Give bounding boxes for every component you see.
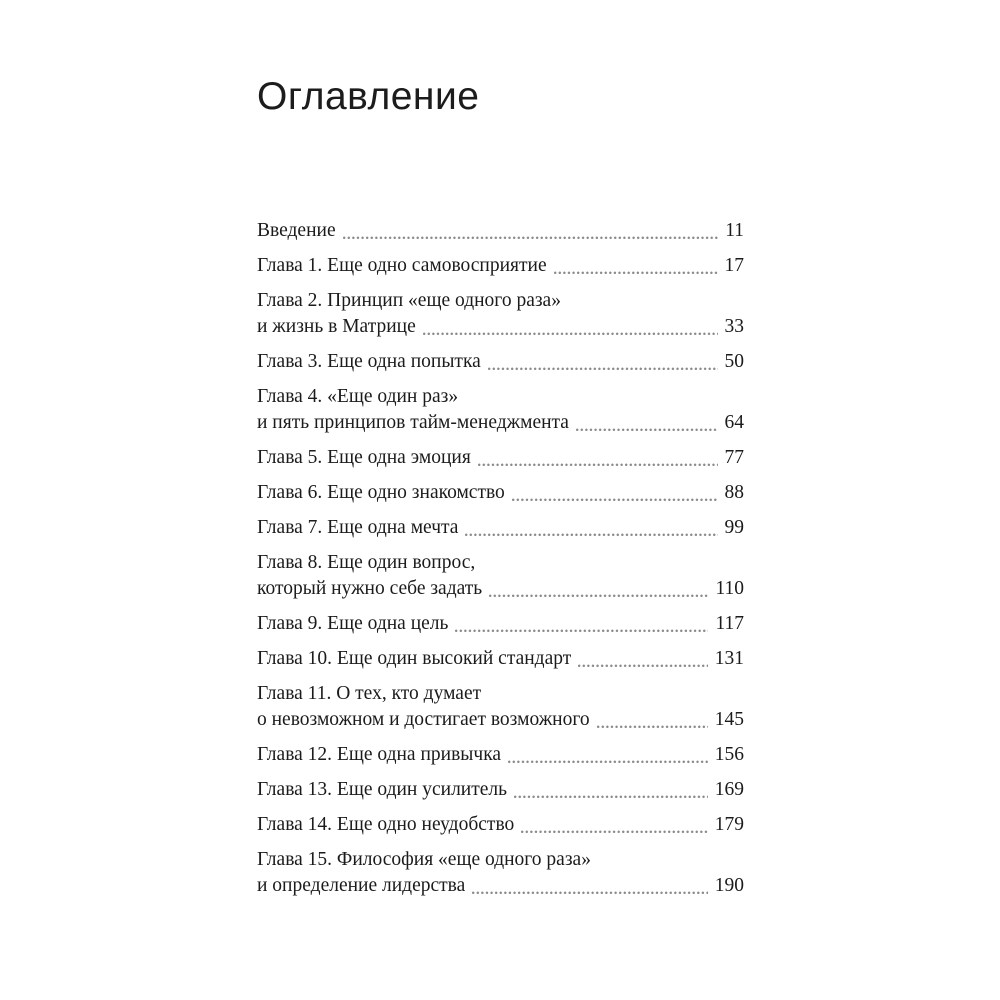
dot-leader bbox=[488, 367, 718, 371]
toc-content bbox=[257, 76, 744, 908]
toc-entry-first-line: Глава 4. «Еще один раз» bbox=[257, 385, 459, 407]
dot-leader bbox=[489, 594, 708, 598]
toc-entry-text: Глава 7. Еще одна мечта bbox=[257, 516, 459, 538]
toc-entry-text: Глава 3. Еще одна попытка bbox=[257, 350, 481, 372]
toc-entry bbox=[257, 550, 744, 602]
dot-leader bbox=[512, 498, 718, 502]
dot-leader bbox=[514, 795, 708, 799]
toc-entry-text: Глава 10. Еще один высокий стандарт bbox=[257, 647, 572, 669]
dot-leader bbox=[554, 271, 718, 275]
dot-leader bbox=[455, 629, 708, 633]
toc-entry bbox=[257, 777, 744, 803]
toc-entry-first-line: Глава 2. Принцип «еще одного раза» bbox=[257, 289, 561, 311]
page-title: Оглавление bbox=[257, 75, 480, 118]
toc-entry-page-number: 33 bbox=[724, 315, 744, 337]
toc-entry-text: Глава 6. Еще одно знакомство bbox=[257, 481, 505, 503]
dot-leader bbox=[465, 533, 717, 537]
toc-entry bbox=[257, 445, 744, 471]
toc-entry-page-number: 88 bbox=[724, 481, 744, 503]
toc-entry-text: и жизнь в Матрице bbox=[257, 315, 416, 337]
toc-entry-text: Введение bbox=[257, 219, 336, 241]
toc-entry-page-number: 179 bbox=[714, 813, 744, 835]
toc-entry-page-number: 169 bbox=[714, 778, 744, 800]
toc-entry-text: Глава 14. Еще одно неудобство bbox=[257, 813, 515, 835]
toc-entry bbox=[257, 681, 744, 733]
toc-entry bbox=[257, 384, 744, 436]
toc-entry bbox=[257, 646, 744, 672]
toc-entry-text: Глава 9. Еще одна цель bbox=[257, 612, 449, 634]
toc-entry bbox=[257, 253, 744, 279]
toc-entry bbox=[257, 742, 744, 768]
toc-entry-text: Глава 1. Еще одно самовосприятие bbox=[257, 254, 547, 276]
toc-entry bbox=[257, 515, 744, 541]
toc-entry-text: Глава 5. Еще одна эмоция bbox=[257, 446, 471, 468]
toc-entry-text: Глава 13. Еще один усилитель bbox=[257, 778, 508, 800]
toc-entry bbox=[257, 288, 744, 340]
toc-entry-page-number: 99 bbox=[724, 516, 744, 538]
toc-entry-first-line: Глава 15. Философия «еще одного раза» bbox=[257, 848, 591, 870]
toc-entry-text: Глава 12. Еще одна привычка bbox=[257, 743, 502, 765]
toc-entry-text: о невозможном и достигает возможного bbox=[257, 708, 590, 730]
toc-entry bbox=[257, 218, 744, 244]
dot-leader bbox=[578, 664, 707, 668]
dot-leader bbox=[508, 760, 708, 764]
toc-entry-page-number: 131 bbox=[714, 647, 744, 669]
toc-entry-page-number: 145 bbox=[714, 708, 744, 730]
toc-entry-page-number: 77 bbox=[724, 446, 744, 468]
toc-entry-page-number: 190 bbox=[714, 874, 744, 896]
toc-entry-page-number: 110 bbox=[715, 577, 744, 599]
toc-entry-first-line: Глава 8. Еще один вопрос, bbox=[257, 551, 476, 573]
dot-leader bbox=[597, 725, 708, 729]
dot-leader bbox=[423, 332, 718, 336]
toc-entry-text: и пять принципов тайм-менеджмента bbox=[257, 411, 569, 433]
toc-entry bbox=[257, 611, 744, 637]
toc-entry-text: и определение лидерства bbox=[257, 874, 466, 896]
toc-entry-first-line: Глава 11. О тех, кто думает bbox=[257, 682, 482, 704]
dot-leader bbox=[576, 428, 718, 432]
toc-entry-page-number: 64 bbox=[724, 411, 744, 433]
toc-entry-page-number: 17 bbox=[724, 254, 744, 276]
toc-entry-page-number: 117 bbox=[715, 612, 744, 634]
toc-entries bbox=[257, 218, 744, 899]
toc-entry bbox=[257, 847, 744, 899]
toc-entry-page-number: 156 bbox=[714, 743, 744, 765]
toc-entry bbox=[257, 812, 744, 838]
toc-entry-page-number: 50 bbox=[724, 350, 744, 372]
dot-leader bbox=[478, 463, 718, 467]
dot-leader bbox=[343, 236, 719, 240]
toc-entry bbox=[257, 480, 744, 506]
dot-leader bbox=[521, 830, 707, 834]
toc-entry-text: который нужно себе задать bbox=[257, 577, 483, 599]
dot-leader bbox=[472, 891, 707, 895]
toc-entry-page-number: 11 bbox=[725, 219, 744, 241]
toc-entry bbox=[257, 349, 744, 375]
